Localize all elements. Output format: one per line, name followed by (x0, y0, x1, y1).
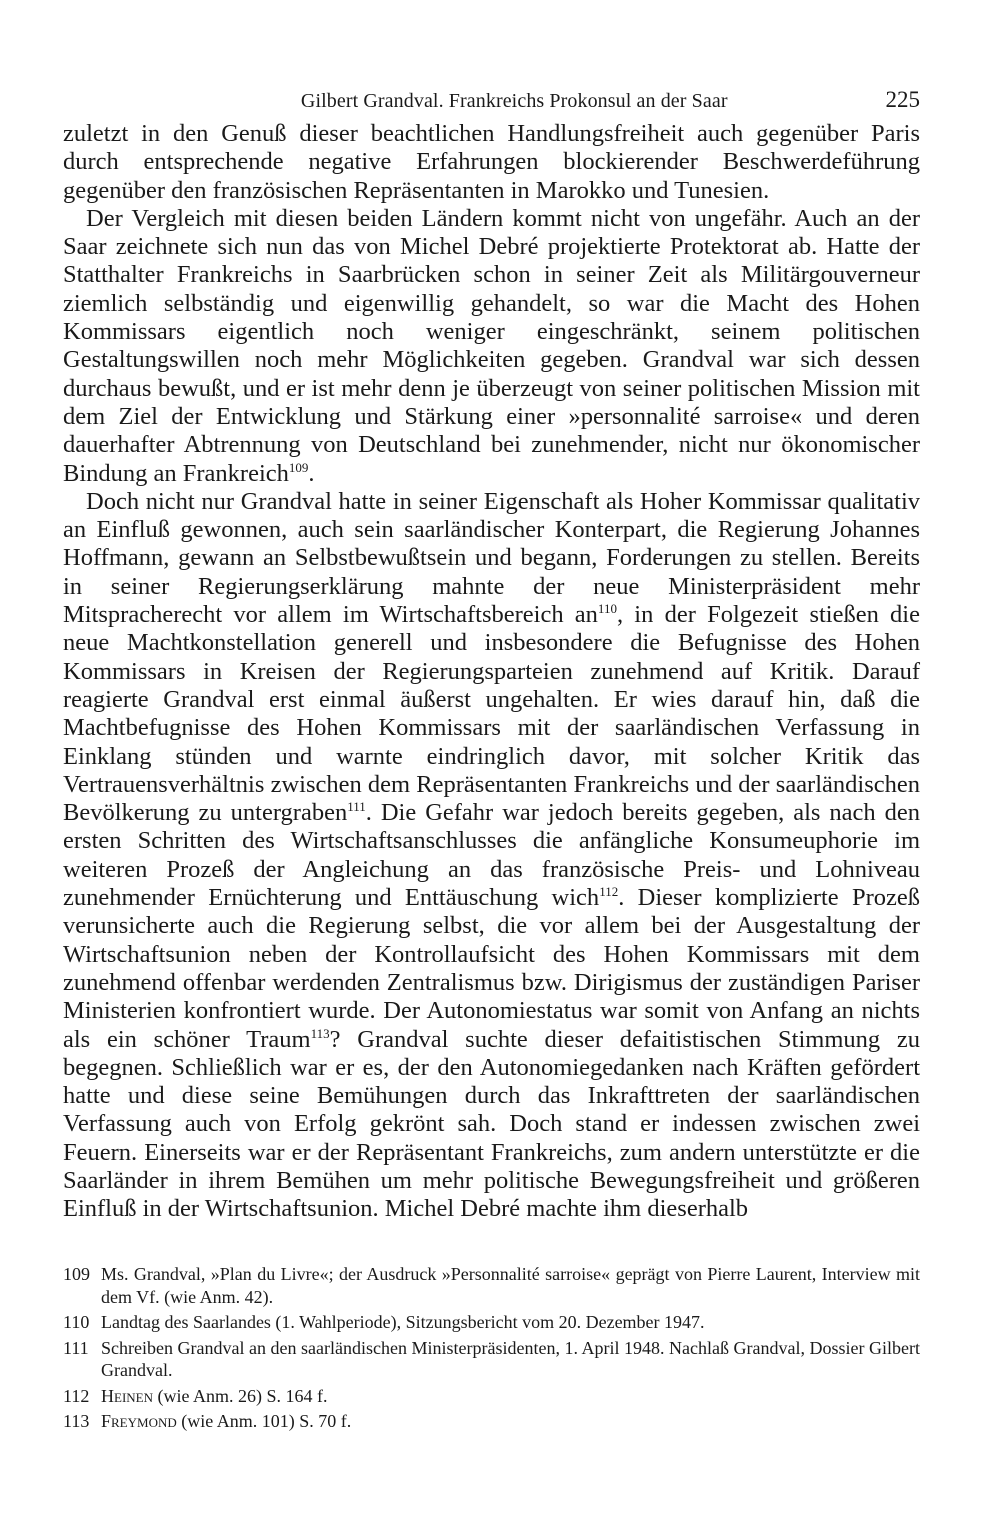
footnote-text (101, 1410, 920, 1433)
footnote-number: 112 (63, 1385, 90, 1406)
footnote (63, 1263, 920, 1308)
footnote-ref-111[interactable]: 111 (347, 799, 366, 815)
footnote-number: 113 (63, 1411, 90, 1431)
footnote-citation: (wie Anm. 26) S. 164 f. (153, 1385, 328, 1406)
footnote (63, 1311, 920, 1334)
paragraph-1: zuletzt in den Genuß dieser beachtlichen Handlungsfreiheit auch gegenüber Paris durch entsprechende negative Erfahrungen blockierender Beschwerdeführung gegenüber den französischen Repräsentanten in Marokko und Tunesien. (63, 120, 920, 204)
running-title: Gilbert Grandval. Frankreichs Prokonsul an der Saar (300, 90, 728, 112)
running-head (63, 80, 920, 120)
footnote-ref-110[interactable]: 110 (597, 601, 617, 617)
footnote-citation: (wie Anm. 101) S. 70 f. (176, 1411, 352, 1431)
paragraph-2-text: Der Vergleich mit diesen beiden Ländern kommt nicht von ungefähr. Auch an der Saar zeichnete sich nun das von Michel Debré projektierte Protektorat ab. Hatte der Statthalter Frankreichs in Saarbrücken schon in seiner Zeit als Militärgouverneur ziemlich selbständig und eigenwillig gehandelt, so war die Macht des Hohen Kommissars eigentlich noch weniger eingeschränkt, seinem politischen Gestaltungswillen noch mehr Möglichkeiten gegeben. Grandval war sich dessen durchaus bewußt, und er ist mehr denn je überzeugt von seiner politischen Mission mit dem Ziel der Entwicklung und Stärkung einer »personnalité sarroise« und deren dauerhafter Abtrennung von Deutschland bei zunehmender, nicht nur ökonomischer Bindung an Frankreich (63, 204, 920, 487)
footnote-ref-113[interactable]: 113 (310, 1025, 330, 1041)
footnote-ref-112[interactable]: 112 (599, 884, 619, 900)
paragraph-2 (63, 205, 920, 488)
paragraph-3-text-d: . Dieser komplizierte Prozeß verunsicherte auch die Regierung selbst, die vor allem bei der Ausgestaltung der Wirtschaftsunion neben der Kontrollaufsicht des Hohen Kommissars mit dem zunehmend offenbar werdenden Zentralismus bzw. Dirigismus der zuständigen Pariser Ministerien konfrontiert wurde. Der Autonomiestatus war somit von Anfang an nichts als ein schöner Traum (63, 884, 920, 1053)
paragraph-3 (63, 488, 920, 1224)
paragraph-2-end: . (308, 459, 315, 487)
footnote-text: Ms. Grandval, »Plan du Livre«; der Ausdruck »Personnalité sarroise« geprägt von Pierre Laurent, Interview mit dem Vf. (wie Anm. 42). (101, 1264, 920, 1307)
footnote-text (101, 1385, 920, 1408)
footnote-ref-109[interactable]: 109 (288, 459, 309, 475)
footnote-author: Heinen (101, 1385, 153, 1406)
footnote (63, 1385, 920, 1408)
footnote-author: Freymond (101, 1411, 177, 1431)
paragraph-3-text-c: . Die Gefahr war jedoch bereits gegeben, als nach den ersten Schritten des Wirtschaftsanschlusses die anfängliche Konsumeuphorie im weiteren Prozeß der Angleichung an das französische Preis- und Lohniveau zunehmender Ernüchterung und Enttäuschung wich (63, 799, 921, 912)
paragraph-3-text-e: ? Grandval suchte dieser defaitistischen Stimmung zu begegnen. Schließlich war er es, der den Autonomiegedanken nach Kräften gefördert hatte und diese seine Bemühungen durch das Inkrafttreten der saarländischen Verfassung auch von Erfolg gekrönt sah. Doch stand er indessen zwischen zwei Feuern. Einerseits war er der Repräsentant Frankreichs, zum andern unterstützte er die Saarländer in ihrem Bemühen um mehr politische Bewegungsfreiheit und größeren Einfluß in der Wirtschaftsunion. Michel Debré machte ihm dieserhalb (63, 1025, 921, 1223)
footnote-text: Landtag des Saarlandes (1. Wahlperiode), Sitzungsbericht vom 20. Dezember 1947. (101, 1312, 705, 1332)
paragraph-3-text-b: , in der Folgezeit stießen die neue Machtkonstellation generell und insbesondere die Befugnisse des Hohen Kommissars in Kreisen der Regierungsparteien zunehmend auf Kritik. Darauf reagierte Grandval erst einmal äußerst ungehalten. Er wies darauf hin, daß die Machtbefugnisse des Hohen Kommissars mit der saarländischen Verfassung in Einklang stünden und warnte eindringlich davor, mit solcher Kritik das Vertrauensverhältnis zwischen dem Repräsentanten Frankreichs und der saarländischen Bevölkerung zu untergraben (63, 601, 920, 827)
footnote-number: 110 (63, 1312, 90, 1332)
footnote (63, 1410, 920, 1433)
book-page (63, 80, 920, 1224)
footnote-number: 111 (63, 1337, 89, 1358)
page-number: 225 (885, 87, 920, 112)
footnote (63, 1337, 920, 1382)
footnote-number: 109 (63, 1264, 90, 1284)
paragraph-3-text-a: Doch nicht nur Grandval hatte in seiner Eigenschaft als Hoher Kommissar qualitativ an Einfluß gewonnen, auch sein saarländischer Konterpart, die Regierung Johannes Hoffmann, gewann an Selbstbewußtsein und begann, Forderungen zu stellen. Bereits in seiner Regierungserklärung mahnte der neue Ministerpräsident mehr Mitspracherecht vor allem im Wirtschaftsbereich an (63, 487, 920, 629)
body-text (63, 120, 920, 1224)
footnote-text: Schreiben Grandval an den saarländischen Ministerpräsidenten, 1. April 1948. Nachlaß Grandval, Dossier Gilbert Grandval. (101, 1337, 920, 1380)
footnotes (63, 1263, 920, 1436)
